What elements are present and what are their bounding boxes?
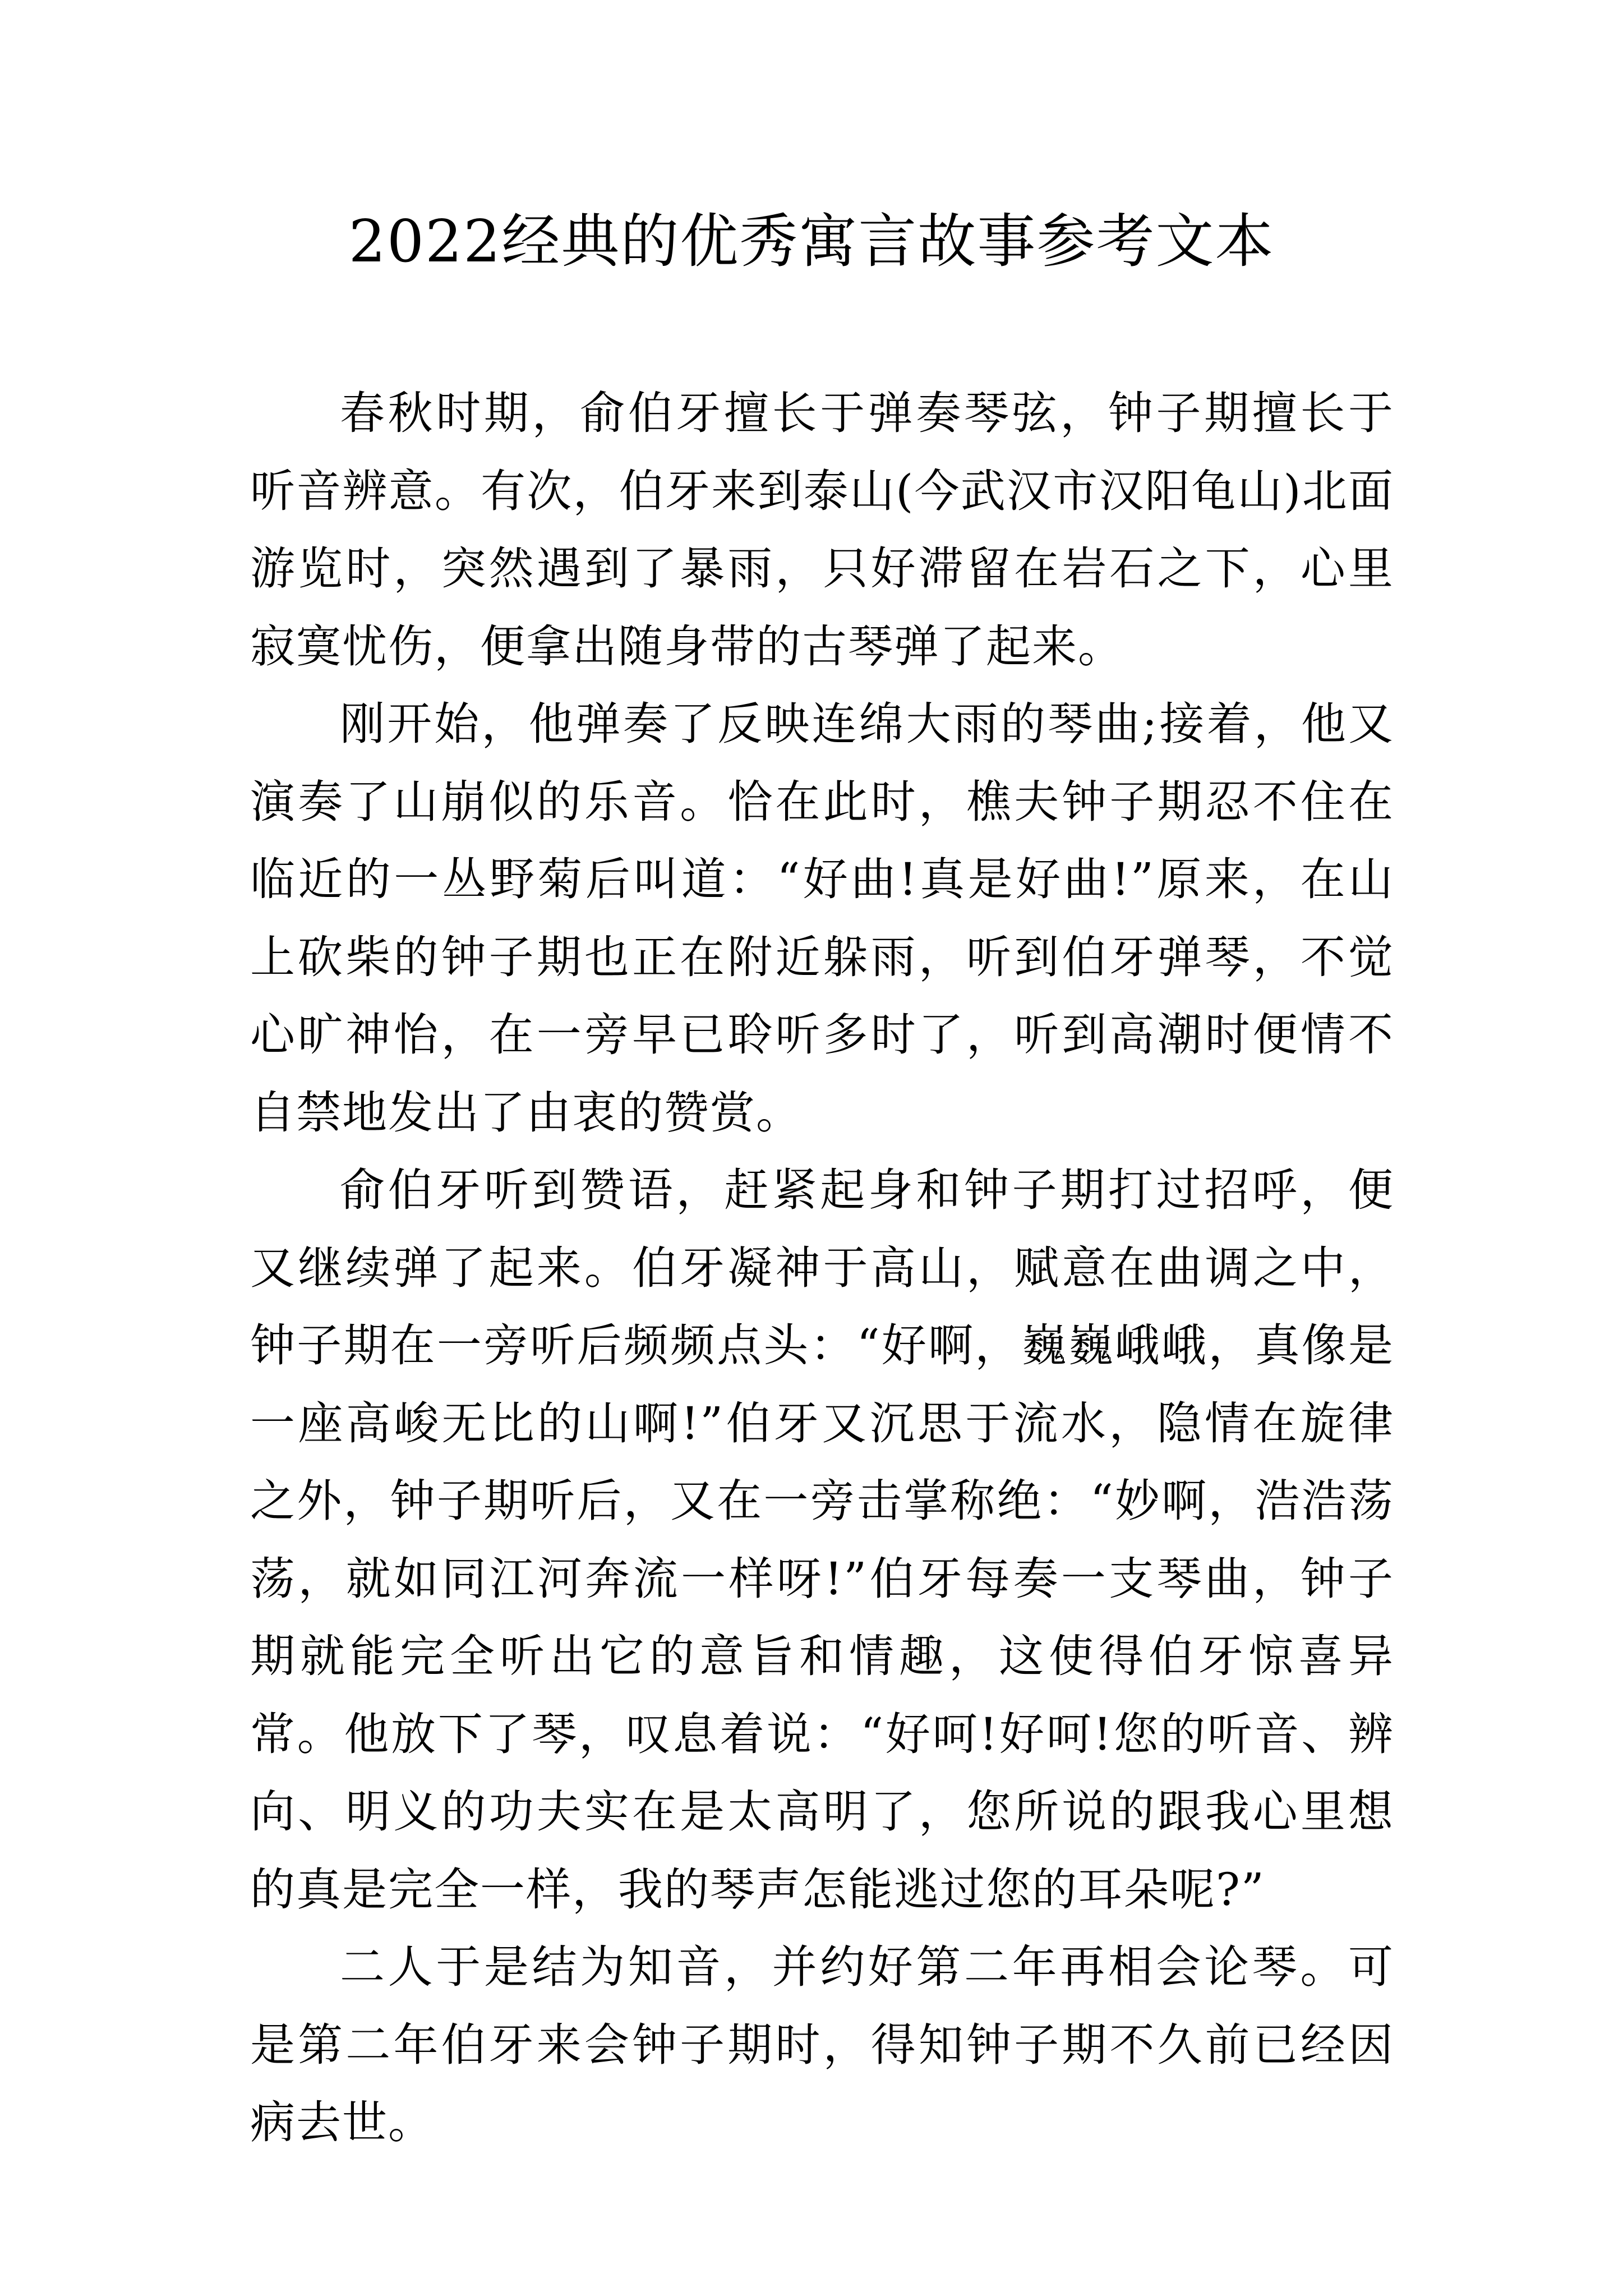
paragraph-1: 春秋时期，俞伯牙擅长于弹奏琴弦，钟子期擅长于听音辨意。有次，伯牙来到泰山(今武汉市汉阳龟山)北面游览时，突然遇到了暴雨，只好滞留在岩石之下，心里寂寞忧伤，便拿出随身带的古琴弹了起来。 (250, 387, 1394, 673)
paragraph-2: 刚开始，他弹奏了反映连绵大雨的琴曲;接着，他又演奏了山崩似的乐音。恰在此时，樵夫钟子期忍不住在临近的一丛野菊后叫道：“好曲!真是好曲!”原来，在山上砍柴的钟子期也正在附近躲雨，听到伯牙弹琴，不觉心旷神怡，在一旁早已聆听多时了，听到高潮时便情不自禁地发出了由衷的赞赏。 (250, 698, 1394, 1139)
paragraph-3: 俞伯牙听到赞语，赶紧起身和钟子期打过招呼，便又继续弹了起来。伯牙凝神于高山，赋意在曲调之中，钟子期在一旁听后频频点头：“好啊，巍巍峨峨，真像是一座高峻无比的山啊!”伯牙又沉思于流水，隐情在旋律之外，钟子期听后，又在一旁击掌称绝：“妙啊，浩浩荡荡，就如同江河奔流一样呀!”伯牙每奏一支琴曲，钟子期就能完全听出它的意旨和情趣，这使得伯牙惊喜异常。他放下了琴，叹息着说：“好呵!好呵!您的听音、辨向、明义的功夫实在是太高明了，您所说的跟我心里想的真是完全一样，我的琴声怎能逃过您的耳朵呢?” (250, 1164, 1394, 1916)
paragraph-4: 二人于是结为知音，并约好第二年再相会论琴。可是第二年伯牙来会钟子期时，得知钟子期不久前已经因病去世。 (250, 1941, 1394, 2148)
document-title: 2022经典的优秀寓言故事参考文本 (348, 207, 1275, 275)
document-body (250, 375, 1394, 2162)
